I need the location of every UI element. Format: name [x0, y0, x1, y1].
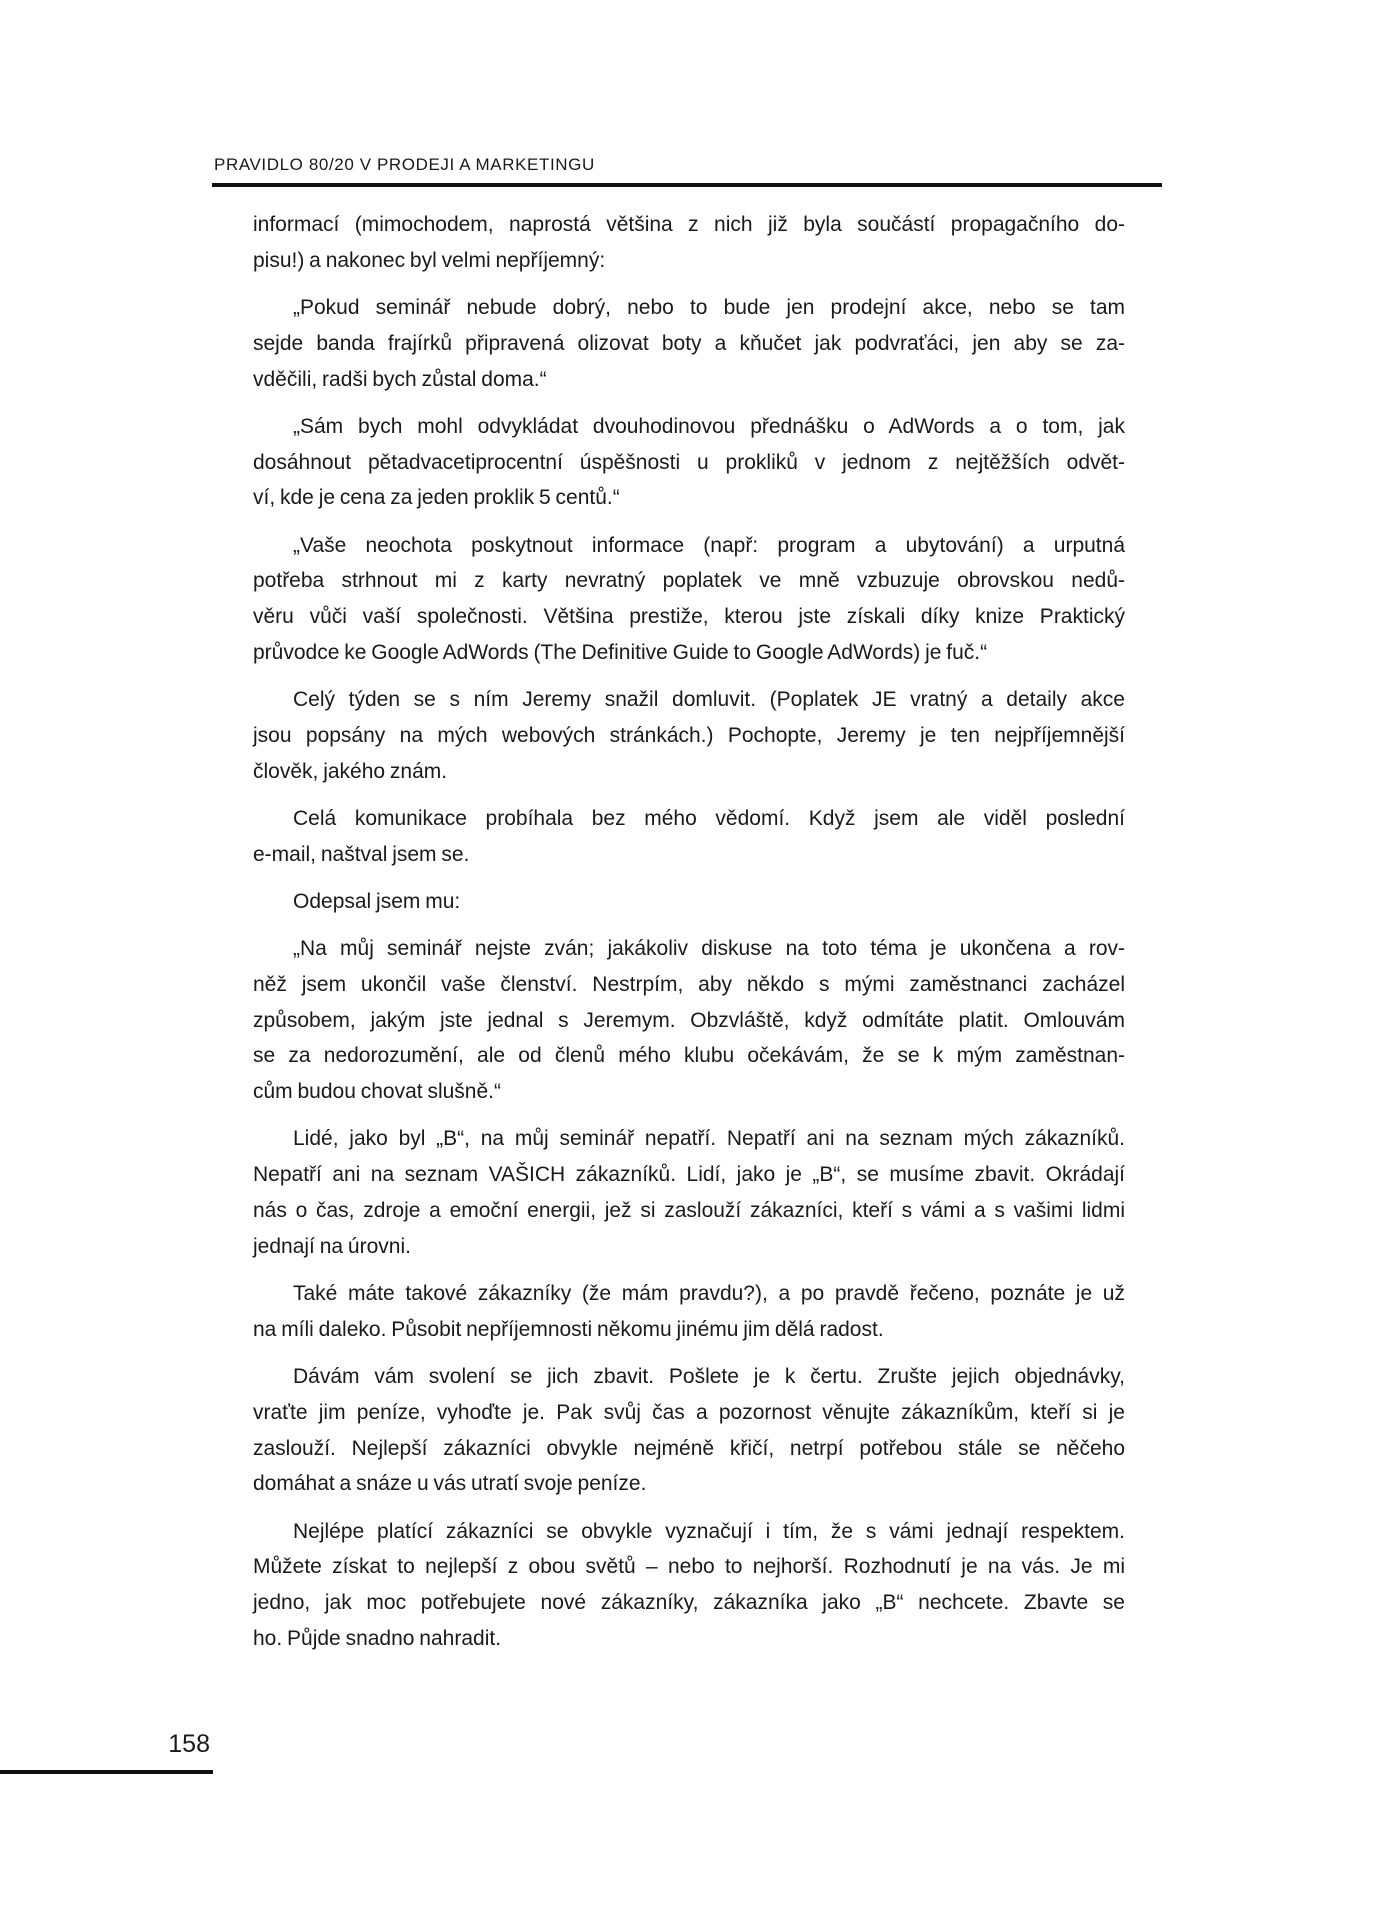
text-line: Nepatří ani na seznam VAŠICH zákazníků. Lidí, jako je „B“, se musíme zbavit. Okrádají: [253, 1163, 1125, 1187]
paragraph: [253, 682, 1125, 789]
text-line: sejde banda frajírků připravená olizovat boty a kňučet jak podvraťáci, jen aby se za-: [253, 331, 1125, 355]
text-line: Celá komunikace probíhala bez mého vědomí. Když jsem ale viděl poslední: [293, 806, 1125, 830]
paragraph: [253, 409, 1125, 516]
text-line: jsou popsány na mých webových stránkách.) Pochopte, Jeremy je ten nejpříjemnější: [253, 723, 1125, 747]
text-line: domáhat a snáze u vás utratí svoje peníze.: [253, 1472, 647, 1496]
text-line: věru vůči vaší společnosti. Většina prestiže, kterou jste získali díky knize Praktický: [253, 605, 1125, 629]
paragraph: [253, 884, 1125, 920]
text-line: člověk, jakého znám.: [253, 759, 448, 783]
paragraph: [253, 528, 1125, 671]
text-line: potřeba strhnout mi z karty nevratný poplatek ve mně vzbuzuje obrovskou nedů-: [253, 569, 1125, 593]
text-line: nás o čas, zdroje a emoční energii, jež si zaslouží zákazníci, kteří s vámi a s vašimi lidmi: [253, 1199, 1125, 1223]
text-line: průvodce ke Google AdWords (The Definitive Guide to Google AdWords) je fuč.“: [253, 640, 988, 664]
text-line: „Na můj seminář nejste zván; jakákoliv diskuse na toto téma je ukončena a rov-: [293, 937, 1125, 961]
paragraph: [253, 207, 1125, 279]
text-line: „Vaše neochota poskytnout informace (např: program a ubytování) a urputná: [293, 533, 1125, 557]
text-line: dosáhnout pětadvacetiprocentní úspěšnosti u prokliků v jednom z nejtěžších odvět-: [253, 450, 1125, 474]
text-line: jedno, jak moc potřebujete nové zákazníky, zákazníka jako „B“ nechcete. Zbavte se: [253, 1591, 1125, 1615]
text-line: informací (mimochodem, naprostá většina z nich již byla součástí propagačního do-: [253, 213, 1125, 236]
text-line: jednají na úrovni.: [253, 1234, 411, 1258]
text-line: Odepsal jsem mu:: [293, 889, 461, 913]
text-line: Dávám vám svolení se jich zbavit. Pošlete je k čertu. Zrušte jejich objednávky,: [293, 1365, 1125, 1389]
text-line: na míli daleko. Působit nepříjemnosti někomu jinému jim dělá radost.: [253, 1317, 884, 1341]
text-line: se za nedorozumění, ale od členů mého klubu očekávám, že se k mým zaměstnan-: [253, 1044, 1125, 1068]
paragraph: [253, 801, 1125, 873]
text-line: vděčili, radši bych zůstal doma.“: [253, 367, 547, 391]
text-line: pisu!) a nakonec byl velmi nepříjemný:: [253, 248, 606, 272]
text-line: Nejlépe platící zákazníci se obvykle vyznačují i tím, že s vámi jednají respektem.: [293, 1519, 1125, 1543]
text-line: „Pokud seminář nebude dobrý, nebo to bude jen prodejní akce, nebo se tam: [293, 295, 1125, 319]
paragraph: [253, 1121, 1125, 1264]
text-line: způsobem, jakým jste jednal s Jeremym. Obzvláště, když odmítáte platit. Omlouvám: [253, 1008, 1125, 1032]
header-rule: [212, 183, 1162, 187]
page-number: 158: [168, 1730, 210, 1758]
text-line: ho. Půjde snadno nahradit.: [253, 1626, 502, 1650]
text-line: Celý týden se s ním Jeremy snažil domluvit. (Poplatek JE vratný a detaily akce: [293, 688, 1125, 712]
text-line: Také máte takové zákazníky (že mám pravdu?), a po pravdě řečeno, poznáte je už: [293, 1282, 1125, 1306]
running-header: PRAVIDLO 80/20 V PRODEJI A MARKETINGU: [214, 155, 595, 174]
body-text: [253, 207, 1125, 1668]
text-line: Lidé, jako byl „B“, na můj seminář nepatří. Nepatří ani na seznam mých zákazníků.: [293, 1127, 1125, 1151]
paragraph: [253, 1514, 1125, 1657]
paragraph: [253, 290, 1125, 397]
paragraph: [253, 1359, 1125, 1502]
text-line: e-mail, naštval jsem se.: [253, 842, 470, 866]
paragraph: [253, 931, 1125, 1110]
footer-rule: [0, 1770, 213, 1774]
text-line: cům budou chovat slušně.“: [253, 1080, 501, 1104]
text-line: Můžete získat to nejlepší z obou světů – nebo to nejhorší. Rozhodnutí je na vás. Je mi: [253, 1555, 1125, 1579]
paragraph: [253, 1276, 1125, 1348]
text-line: „Sám bych mohl odvykládat dvouhodinovou přednášku o AdWords a o tom, jak: [293, 414, 1125, 438]
text-line: něž jsem ukončil vaše členství. Nestrpím, aby někdo s mými zaměstnanci zacházel: [253, 972, 1125, 996]
text-line: vraťte jim peníze, vyhoďte je. Pak svůj čas a pozornost věnujte zákazníkům, kteří si je: [253, 1400, 1125, 1424]
text-line: zaslouží. Nejlepší zákazníci obvykle nejméně křičí, netrpí potřebou stále se něčeho: [253, 1436, 1125, 1460]
text-line: ví, kde je cena za jeden proklik 5 centů.“: [253, 486, 620, 510]
